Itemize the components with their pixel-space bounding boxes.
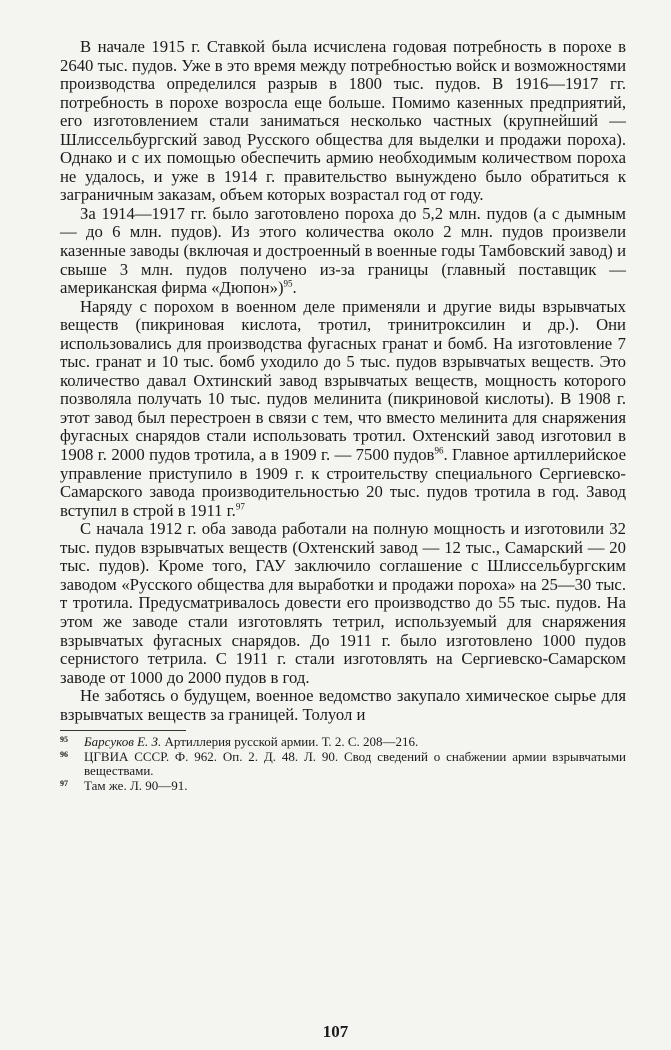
paragraph-3: Наряду с порохом в военном деле применяли и другие виды взрывчатых веществ (пикриновая кислота, тротил, тринитроксилин и др.). Они использовались для производства фугасных гранат и бомб. На изготовление 7 тыс. гранат и 10 тыс. бомб уходило до 5 тыс. пудов взрывчатых веществ. Это количество давал Охтинский завод взрывчатых веществ, мощность которого позволяла получать 10 тыс. пудов мелинита (пикриновой кислоты). В 1908 г. этот завод был перестроен в связи с тем, что вместо мелинита для снаряжения фугасных снарядов стали использовать тротил. Охтенский завод изготовил в 1908 г. 2000 пудов тротила, а в 1909 г. — 7500 пудов$^{96}$. Главное артиллерийское управление приступило в 1909 г. к строительству специального Сергиевско-Самарского завода производительностью 20 тыс. пудов тротила в год. Завод вступил в строй в 1911 г.$^{97}$ [60,296,627,520]
paragraph-2: За 1914—1917 гг. было заготовлено пороха до 5,2 млн. пудов (а с дымным — до 6 млн. пудов). Из этого количества около 2 млн. пудов произвели казенные заводы (включая и достроенный в военные годы Тамбовский завод) и свыше 3 млн. пудов получено из-за границы (главный поставщик — американская фирма «Дюпон»)$^{95}$. [60,203,626,298]
footnote-author: Барсуков Е. З. [84,734,162,750]
paragraph-1: В начале 1915 г. Ставкой была исчислена годовая потребность в порохе в 2640 тыс. пудов. Уже в это время между потребностью войск и возможностями производства определился разрыв в 1800 тыс. пудов. В 1916—1917 гг. потребность в порохе возросла еще больше. Помимо казенных предприятий, его изготовлением стали заниматься несколько частных (крупнейший — Шлиссельбургский завод Русского общества для выделки и продажи пороха). Однако и с их помощью обеспечить армию необходимым количеством пороха не удалось, и уже в 1914 г. правительство вынуждено было обратиться к заграничным заказам, объем которых возрастал год от году. [60,37,626,205]
paragraph-4: С начала 1912 г. оба завода работали на полную мощность и изготовили 32 тыс. пудов взрывчатых веществ (Охтенский завод — 12 тыс., Самарский — 20 тыс. пудов). Кроме того, ГАУ заключило соглашение с Шлиссельбургским заводом «Русского общества для выработки и продажи пороха» на 25—30 тыс. т тротила. Предусматривалось довести его производство до 55 тыс. пудов. На этом же заводе стали изготовлять тетрил, используемый для снаряжения взрывчатых фугасных снарядов. До 1911 г. было изготовлено 1000 пудов сернистого тетрила. С 1911 г. стали изготовлять на Сергиевско-Самарском заводе от 1000 до 2000 пудов в год. [60,519,626,687]
paragraph-2-text: За 1914—1917 гг. было заготовлено пороха до 5,2 млн. пудов (а с дымным — до 6 млн. пудов). Из этого количества около 2 млн. пудов произвели казенные заводы (включая и достроенный в военные годы Тамбовский завод) и свыше 3 млн. пудов получено из-за границы (главный поставщик — американская фирма «Дюпон») [60,203,626,298]
footnote-95 [60,735,626,750]
footnote-text: Артиллерия русской армии. Т. 2. С. 208—216. [164,734,419,750]
footnote-97 [60,779,626,794]
footnote-text: ЦГВИА СССР. Ф. 962. Оп. 2. Д. 48. Л. 90. Свод сведений о снабжении армии взрывчатыми веществами. [84,748,626,779]
footnote-number: 97 [60,778,68,788]
page-number: 107 [322,1022,349,1041]
footnote-ref-97: 97 [235,501,245,512]
page-body [60,38,626,793]
footnote-text: Там же. Л. 90—91. [84,777,188,793]
footnote-number: 96 [60,749,68,759]
footnote-ref-96: 96 [434,445,444,456]
footnote-96 [60,750,626,779]
footnote-ref-95: 95 [283,278,293,289]
paragraph-3-cont: Главное артиллерийское управление приступило в 1909 г. к строительству специального Сергиевско-Самарского завода производительностью 20 тыс. пудов тротила в год. Завод вступил в строй в 1911 г. [60,445,627,520]
footnote-number: 95 [60,735,68,745]
paragraph-5: Не заботясь о будущем, военное ведомство закупало химическое сырье для взрывчатых веществ за границей. Толуол и [60,686,626,724]
footnote-divider [60,730,186,731]
paragraph-3-text: Наряду с порохом в военном деле применяли и другие виды взрывчатых веществ (пикриновая кислота, тротил, тринитроксилин и др.). Они использовались для производства фугасных гранат и бомб. На изготовление 7 тыс. гранат и 10 тыс. бомб уходило до 5 тыс. пудов взрывчатых веществ. Это количество давал Охтинский завод взрывчатых веществ, мощность которого позволяла получать 10 тыс. пудов мелинита (пикриновой кислоты). В 1908 г. этот завод был перестроен в связи с тем, что вместо мелинита для снаряжения фугасных снарядов стали использовать тротил. Охтенский завод изготовил в 1908 г. 2000 пудов тротила, а в 1909 г. — 7500 пудов [60,296,626,465]
